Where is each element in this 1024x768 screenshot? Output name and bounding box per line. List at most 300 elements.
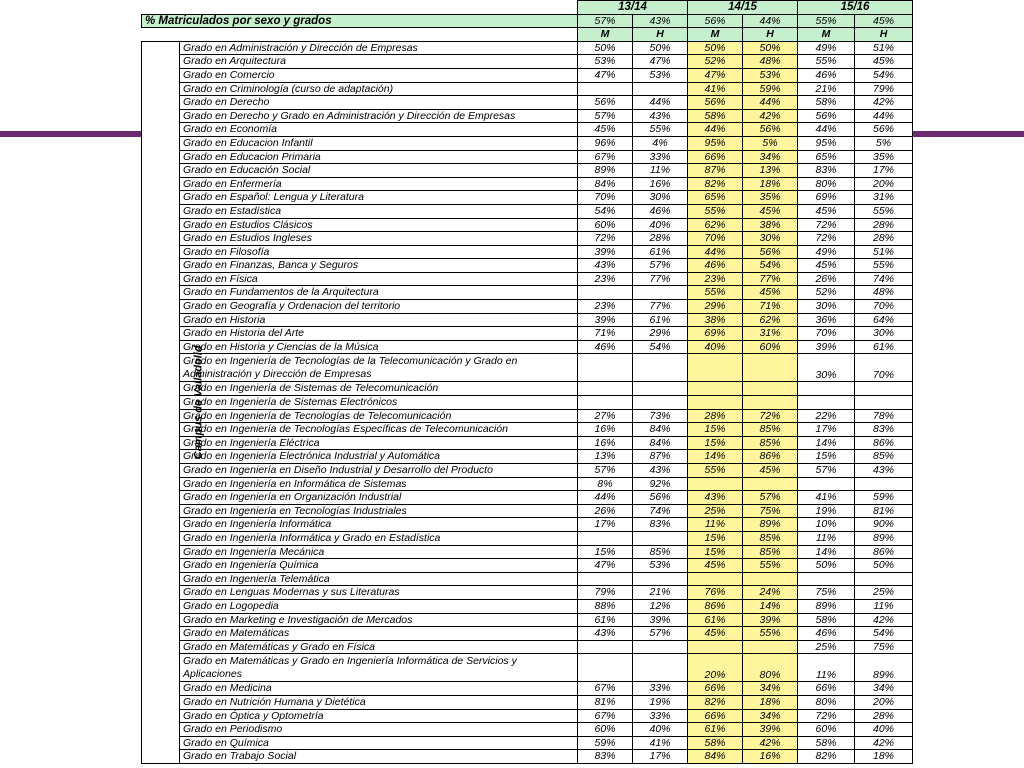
table-row	[142, 82, 913, 96]
pct-m-14-15: 87%	[688, 164, 743, 178]
table-row	[142, 55, 913, 69]
pct-h-13-14: 61%	[633, 245, 688, 259]
pct-m-14-15: 15%	[688, 423, 743, 437]
pct-m-14-15: 58%	[688, 109, 743, 123]
pct-m-15-16: 83%	[798, 164, 855, 178]
table-row	[142, 504, 913, 518]
pct-h-13-14	[633, 396, 688, 410]
table-row	[142, 41, 913, 55]
pct-h-14-15: 14%	[743, 599, 798, 613]
pct-h-13-14: 73%	[633, 409, 688, 423]
table-row	[142, 259, 913, 273]
pct-h-13-14: 50%	[633, 41, 688, 55]
pct-h-13-14: 33%	[633, 682, 688, 696]
pct-h-15-16: 74%	[855, 272, 913, 286]
pct-h-14-15: 30%	[743, 232, 798, 246]
table-row	[142, 68, 913, 82]
pct-m-15-16: 15%	[798, 450, 855, 464]
pct-h-15-16: 86%	[855, 436, 913, 450]
header-totals-row	[142, 14, 913, 28]
pct-h-15-16	[855, 382, 913, 396]
pct-h-13-14: 54%	[633, 340, 688, 354]
table-row	[142, 723, 913, 737]
degree-name: Grado en Matemáticas y Grado en Física	[180, 640, 578, 654]
slide-accent-band-left	[0, 131, 141, 137]
degree-name: Grado en Administración y Dirección de Empresas	[180, 41, 578, 55]
table-row	[142, 586, 913, 600]
pct-h-13-14: 53%	[633, 559, 688, 573]
degree-name: Grado en Ingeniería en Informática de Sistemas	[180, 477, 578, 491]
pct-h-14-15: 44%	[743, 96, 798, 110]
pct-m-14-15: 58%	[688, 736, 743, 750]
header-mh-row	[142, 28, 913, 42]
pct-m-15-16: 36%	[798, 313, 855, 327]
degree-name: Grado en Ingeniería de Tecnologías Específicas de Telecomunicación	[180, 423, 578, 437]
pct-m-15-16: 50%	[798, 559, 855, 573]
table-row	[142, 450, 913, 464]
pct-m-13-14: 84%	[578, 177, 633, 191]
table-row	[142, 123, 913, 137]
pct-m-13-14: 67%	[578, 709, 633, 723]
pct-m-13-14	[578, 572, 633, 586]
pct-m-13-14: 67%	[578, 682, 633, 696]
pct-h-14-15	[743, 572, 798, 586]
pct-h-14-15: 50%	[743, 41, 798, 55]
total-pct-m-14-15: 56%	[688, 14, 743, 28]
degree-name: Grado en Educación Social	[180, 164, 578, 178]
pct-m-13-14: 89%	[578, 164, 633, 178]
pct-h-15-16: 86%	[855, 545, 913, 559]
pct-h-14-15	[743, 477, 798, 491]
pct-h-13-14: 39%	[633, 613, 688, 627]
pct-h-13-14: 74%	[633, 504, 688, 518]
pct-h-13-14: 21%	[633, 586, 688, 600]
pct-h-13-14	[633, 572, 688, 586]
degree-name: Grado en Español: Lengua y Literatura	[180, 191, 578, 205]
pct-h-13-14: 29%	[633, 327, 688, 341]
table-row	[142, 327, 913, 341]
pct-m-15-16: 89%	[798, 599, 855, 613]
pct-h-14-15: 89%	[743, 518, 798, 532]
degree-name: Grado en Nutrición Humana y Dietética	[180, 695, 578, 709]
pct-h-13-14: 85%	[633, 545, 688, 559]
degree-name: Grado en Ingeniería en Diseño Industrial y Desarrollo del Producto	[180, 464, 578, 478]
pct-m-15-16: 17%	[798, 423, 855, 437]
pct-h-14-15: 85%	[743, 423, 798, 437]
pct-m-13-14: 43%	[578, 259, 633, 273]
pct-h-13-14: 55%	[633, 123, 688, 137]
pct-m-13-14: 61%	[578, 613, 633, 627]
pct-m-15-16: 11%	[798, 654, 855, 682]
degree-name: Grado en Arquitectura	[180, 55, 578, 69]
pct-m-15-16: 80%	[798, 177, 855, 191]
pct-m-15-16: 72%	[798, 709, 855, 723]
pct-m-13-14	[578, 354, 633, 382]
degree-name: Grado en Historia del Arte	[180, 327, 578, 341]
pct-m-14-15: 15%	[688, 436, 743, 450]
pct-h-15-16: 55%	[855, 204, 913, 218]
table-row	[142, 164, 913, 178]
pct-m-13-14: 60%	[578, 723, 633, 737]
pct-h-13-14: 19%	[633, 695, 688, 709]
pct-h-15-16	[855, 396, 913, 410]
table-row	[142, 750, 913, 764]
table-row	[142, 409, 913, 423]
pct-h-13-14: 87%	[633, 450, 688, 464]
pct-h-13-14: 12%	[633, 599, 688, 613]
degree-name: Grado en Matemáticas	[180, 627, 578, 641]
pct-m-13-14: 39%	[578, 245, 633, 259]
degree-name: Grado en Física	[180, 272, 578, 286]
pct-h-13-14	[633, 640, 688, 654]
pct-m-15-16: 19%	[798, 504, 855, 518]
pct-h-13-14: 41%	[633, 736, 688, 750]
pct-h-15-16: 61%	[855, 340, 913, 354]
pct-h-15-16: 20%	[855, 695, 913, 709]
pct-h-15-16: 78%	[855, 409, 913, 423]
pct-m-13-14: 23%	[578, 272, 633, 286]
pct-h-13-14: 47%	[633, 55, 688, 69]
pct-h-14-15: 60%	[743, 340, 798, 354]
pct-m-15-16: 25%	[798, 640, 855, 654]
pct-m-13-14: 8%	[578, 477, 633, 491]
total-pct-h-14-15: 44%	[743, 14, 798, 28]
degree-name: Grado en Fundamentos de la Arquitectura	[180, 286, 578, 300]
pct-h-13-14: 84%	[633, 436, 688, 450]
pct-m-13-14: 47%	[578, 559, 633, 573]
pct-m-14-15: 15%	[688, 545, 743, 559]
pct-m-15-16: 46%	[798, 627, 855, 641]
pct-h-15-16: 42%	[855, 613, 913, 627]
table-row	[142, 531, 913, 545]
pct-h-15-16: 89%	[855, 654, 913, 682]
pct-h-14-15: 34%	[743, 709, 798, 723]
table-row	[142, 627, 913, 641]
table-row	[142, 396, 913, 410]
pct-h-13-14	[633, 82, 688, 96]
pct-m-14-15: 61%	[688, 613, 743, 627]
pct-m-13-14: 13%	[578, 450, 633, 464]
degree-name: Grado en Comercio	[180, 68, 578, 82]
pct-m-15-16: 14%	[798, 545, 855, 559]
pct-h-15-16: 70%	[855, 300, 913, 314]
pct-m-15-16: 10%	[798, 518, 855, 532]
pct-h-14-15: 85%	[743, 531, 798, 545]
slide-accent-band-right	[912, 131, 1024, 137]
pct-h-14-15: 75%	[743, 504, 798, 518]
pct-m-13-14: 26%	[578, 504, 633, 518]
table-row	[142, 177, 913, 191]
pct-h-14-15: 56%	[743, 123, 798, 137]
pct-m-13-14: 27%	[578, 409, 633, 423]
pct-h-14-15	[743, 382, 798, 396]
year-header-13-14: 13/14	[578, 1, 688, 15]
pct-h-14-15: 38%	[743, 218, 798, 232]
pct-h-15-16: 34%	[855, 682, 913, 696]
pct-m-13-14: 72%	[578, 232, 633, 246]
pct-h-15-16: 85%	[855, 450, 913, 464]
pct-h-14-15: 56%	[743, 245, 798, 259]
pct-h-15-16: 50%	[855, 559, 913, 573]
pct-h-14-15: 39%	[743, 613, 798, 627]
pct-m-14-15: 25%	[688, 504, 743, 518]
pct-h-15-16: 5%	[855, 136, 913, 150]
degree-name: Grado en Logopedia	[180, 599, 578, 613]
pct-m-13-14: 96%	[578, 136, 633, 150]
col-m-13-14: M	[578, 28, 633, 42]
pct-m-14-15	[688, 354, 743, 382]
pct-h-15-16: 54%	[855, 68, 913, 82]
pct-h-14-15: 62%	[743, 313, 798, 327]
pct-m-14-15	[688, 396, 743, 410]
table-row	[142, 491, 913, 505]
pct-m-14-15: 41%	[688, 82, 743, 96]
pct-h-15-16: 30%	[855, 327, 913, 341]
pct-h-15-16: 64%	[855, 313, 913, 327]
pct-m-15-16: 30%	[798, 354, 855, 382]
pct-h-13-14: 4%	[633, 136, 688, 150]
pct-h-14-15: 53%	[743, 68, 798, 82]
pct-h-15-16: 31%	[855, 191, 913, 205]
pct-h-13-14: 92%	[633, 477, 688, 491]
pct-m-15-16: 69%	[798, 191, 855, 205]
pct-h-15-16	[855, 477, 913, 491]
pct-h-14-15: 80%	[743, 654, 798, 682]
table-title: % Matriculados por sexo y grados	[142, 14, 578, 28]
pct-h-14-15: 34%	[743, 682, 798, 696]
pct-h-14-15: 55%	[743, 559, 798, 573]
pct-m-13-14	[578, 654, 633, 682]
table-row	[142, 613, 913, 627]
pct-h-15-16: 17%	[855, 164, 913, 178]
pct-m-15-16: 60%	[798, 723, 855, 737]
degree-name: Grado en Estadística	[180, 204, 578, 218]
pct-h-15-16: 90%	[855, 518, 913, 532]
pct-h-13-14: 16%	[633, 177, 688, 191]
pct-m-14-15: 52%	[688, 55, 743, 69]
pct-m-15-16: 41%	[798, 491, 855, 505]
pct-m-15-16: 55%	[798, 55, 855, 69]
degree-name: Grado en Criminología (curso de adaptación)	[180, 82, 578, 96]
pct-m-13-14: 70%	[578, 191, 633, 205]
pct-m-13-14: 44%	[578, 491, 633, 505]
pct-h-13-14	[633, 382, 688, 396]
pct-m-13-14: 83%	[578, 750, 633, 764]
pct-m-13-14	[578, 82, 633, 96]
degree-name: Grado en Matemáticas y Grado en Ingeniería Informática de Servicios y Aplicaciones	[180, 654, 578, 682]
pct-h-13-14: 33%	[633, 709, 688, 723]
pct-m-15-16	[798, 477, 855, 491]
pct-h-14-15: 35%	[743, 191, 798, 205]
pct-h-14-15: 85%	[743, 545, 798, 559]
pct-m-14-15: 86%	[688, 599, 743, 613]
pct-h-13-14: 33%	[633, 150, 688, 164]
pct-m-13-14: 45%	[578, 123, 633, 137]
pct-h-15-16: 70%	[855, 354, 913, 382]
degree-name: Grado en Marketing e Investigación de Mercados	[180, 613, 578, 627]
pct-m-14-15: 55%	[688, 286, 743, 300]
pct-m-14-15: 82%	[688, 177, 743, 191]
degree-name: Grado en Ingeniería Informática	[180, 518, 578, 532]
col-h-14-15: H	[743, 28, 798, 42]
degree-name: Grado en Ingeniería de Tecnologías de la Telecomunicación y Grado en Administración y Dirección de Empresas	[180, 354, 578, 382]
table-row	[142, 136, 913, 150]
pct-h-15-16: 54%	[855, 627, 913, 641]
pct-h-13-14: 30%	[633, 191, 688, 205]
pct-h-15-16: 56%	[855, 123, 913, 137]
table-row	[142, 204, 913, 218]
pct-h-15-16: 81%	[855, 504, 913, 518]
pct-m-14-15: 56%	[688, 96, 743, 110]
pct-m-15-16: 14%	[798, 436, 855, 450]
pct-h-15-16: 43%	[855, 464, 913, 478]
pct-m-15-16: 46%	[798, 68, 855, 82]
table-row	[142, 599, 913, 613]
table-row	[142, 109, 913, 123]
pct-m-15-16: 70%	[798, 327, 855, 341]
degree-name: Grado en Ingeniería Informática y Grado en Estadística	[180, 531, 578, 545]
pct-h-14-15: 16%	[743, 750, 798, 764]
pct-h-15-16: 44%	[855, 109, 913, 123]
pct-h-13-14: 40%	[633, 218, 688, 232]
pct-h-15-16: 40%	[855, 723, 913, 737]
pct-m-15-16	[798, 382, 855, 396]
year-header-14-15: 14/15	[688, 1, 798, 15]
pct-h-13-14: 40%	[633, 723, 688, 737]
table-row	[142, 354, 913, 382]
pct-m-13-14: 57%	[578, 464, 633, 478]
pct-m-13-14: 53%	[578, 55, 633, 69]
pct-m-14-15	[688, 477, 743, 491]
pct-m-15-16: 21%	[798, 82, 855, 96]
pct-m-13-14: 54%	[578, 204, 633, 218]
pct-h-13-14: 77%	[633, 300, 688, 314]
degree-name: Grado en Enfermería	[180, 177, 578, 191]
table-row	[142, 477, 913, 491]
pct-h-14-15	[743, 354, 798, 382]
pct-m-14-15: 66%	[688, 709, 743, 723]
pct-m-15-16: 45%	[798, 259, 855, 273]
pct-h-14-15: 54%	[743, 259, 798, 273]
pct-h-13-14: 44%	[633, 96, 688, 110]
header-years-row	[142, 1, 913, 15]
pct-m-14-15: 46%	[688, 259, 743, 273]
degree-name: Grado en Geografía y Ordenacion del territorio	[180, 300, 578, 314]
pct-m-13-14: 60%	[578, 218, 633, 232]
pct-m-14-15: 40%	[688, 340, 743, 354]
pct-m-14-15: 76%	[688, 586, 743, 600]
col-m-14-15: M	[688, 28, 743, 42]
pct-h-14-15	[743, 640, 798, 654]
pct-m-14-15: 15%	[688, 531, 743, 545]
pct-m-14-15: 62%	[688, 218, 743, 232]
degree-name: Grado en Ingeniería de Sistemas Electrónicos	[180, 396, 578, 410]
degree-name: Grado en Óptica y Optometría	[180, 709, 578, 723]
pct-h-15-16: 51%	[855, 41, 913, 55]
pct-h-14-15: 42%	[743, 109, 798, 123]
pct-h-13-14: 83%	[633, 518, 688, 532]
pct-h-13-14: 43%	[633, 109, 688, 123]
pct-m-14-15	[688, 640, 743, 654]
degree-name: Grado en Ingeniería de Sistemas de Telecomunicación	[180, 382, 578, 396]
pct-h-14-15: 71%	[743, 300, 798, 314]
degree-name: Grado en Periodismo	[180, 723, 578, 737]
pct-h-15-16: 11%	[855, 599, 913, 613]
pct-m-13-14: 23%	[578, 300, 633, 314]
pct-m-14-15: 66%	[688, 150, 743, 164]
degree-name: Grado en Historia	[180, 313, 578, 327]
pct-m-15-16: 26%	[798, 272, 855, 286]
pct-m-15-16: 52%	[798, 286, 855, 300]
pct-m-13-14: 56%	[578, 96, 633, 110]
col-m-15-16: M	[798, 28, 855, 42]
pct-m-15-16: 39%	[798, 340, 855, 354]
pct-m-15-16: 58%	[798, 736, 855, 750]
header-mh-spacer	[142, 28, 578, 42]
pct-h-14-15: 59%	[743, 82, 798, 96]
campus-label: Campus de Valladolid	[192, 345, 205, 460]
pct-m-15-16	[798, 396, 855, 410]
table-row	[142, 218, 913, 232]
pct-h-13-14: 28%	[633, 232, 688, 246]
pct-m-15-16: 49%	[798, 245, 855, 259]
pct-m-14-15	[688, 382, 743, 396]
pct-h-13-14	[633, 654, 688, 682]
degree-name: Grado en Ingeniería Telemática	[180, 572, 578, 586]
pct-h-13-14: 43%	[633, 464, 688, 478]
table-row	[142, 682, 913, 696]
table-row	[142, 272, 913, 286]
pct-m-14-15: 69%	[688, 327, 743, 341]
pct-m-15-16: 44%	[798, 123, 855, 137]
pct-m-15-16: 72%	[798, 232, 855, 246]
pct-m-14-15: 11%	[688, 518, 743, 532]
pct-h-13-14: 57%	[633, 259, 688, 273]
degree-name: Grado en Ingeniería Eléctrica	[180, 436, 578, 450]
year-header-15-16: 15/16	[798, 1, 913, 15]
pct-m-14-15: 20%	[688, 654, 743, 682]
pct-h-15-16: 48%	[855, 286, 913, 300]
table-row	[142, 518, 913, 532]
pct-h-15-16: 79%	[855, 82, 913, 96]
total-pct-m-15-16: 55%	[798, 14, 855, 28]
table-row	[142, 300, 913, 314]
pct-h-15-16: 25%	[855, 586, 913, 600]
col-h-13-14: H	[633, 28, 688, 42]
pct-h-15-16: 89%	[855, 531, 913, 545]
pct-m-13-14: 15%	[578, 545, 633, 559]
table-row	[142, 150, 913, 164]
degree-name: Grado en Ingeniería Electrónica Industrial y Automática	[180, 450, 578, 464]
total-pct-h-13-14: 43%	[633, 14, 688, 28]
pct-h-13-14: 46%	[633, 204, 688, 218]
pct-h-14-15: 45%	[743, 286, 798, 300]
pct-m-15-16: 65%	[798, 150, 855, 164]
pct-m-14-15: 47%	[688, 68, 743, 82]
pct-m-14-15: 23%	[688, 272, 743, 286]
pct-h-15-16: 51%	[855, 245, 913, 259]
col-h-15-16: H	[855, 28, 913, 42]
pct-h-15-16: 45%	[855, 55, 913, 69]
pct-h-14-15: 13%	[743, 164, 798, 178]
pct-h-13-14: 17%	[633, 750, 688, 764]
pct-h-14-15: 85%	[743, 436, 798, 450]
table-row	[142, 654, 913, 682]
pct-m-13-14: 16%	[578, 436, 633, 450]
pct-h-15-16: 35%	[855, 150, 913, 164]
pct-h-15-16	[855, 572, 913, 586]
degree-name: Grado en Educacion Primaria	[180, 150, 578, 164]
